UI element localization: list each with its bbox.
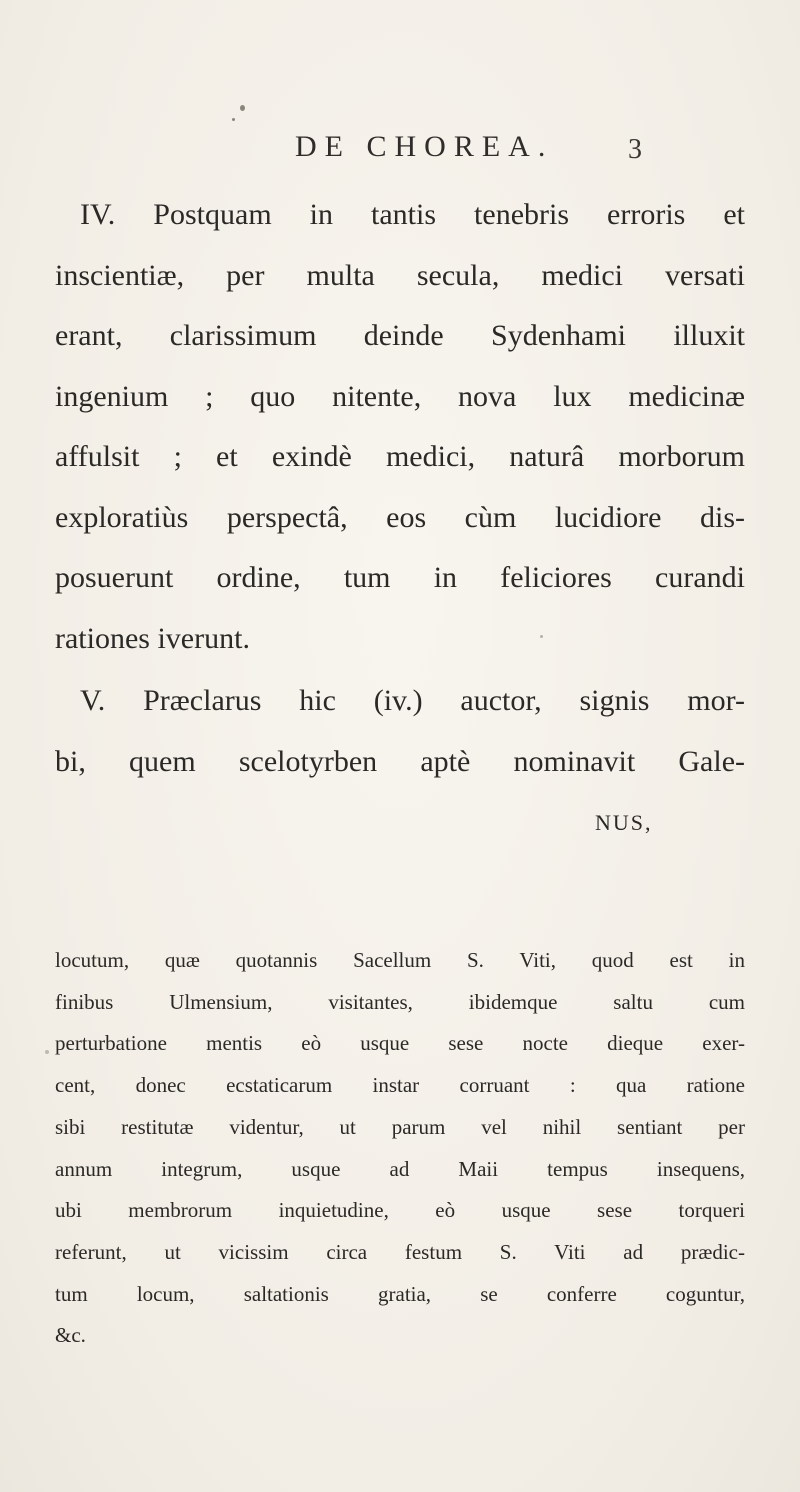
footnote-line: tum locum, saltationis gratia, se conferre coguntur,	[55, 1281, 745, 1306]
footnote	[55, 940, 745, 1357]
text-line: bi, quem scelotyrben aptè nominavit Gale-	[55, 744, 745, 778]
text-line: exploratiùs perspectâ, eos cùm lucidiore dis-	[55, 500, 745, 534]
catchword: NUS,	[595, 810, 653, 835]
text-line: IV. Postquam in tantis tenebris erroris et	[80, 198, 745, 231]
paper-speck	[240, 105, 245, 111]
footnote-line: finibus Ulmensium, visitantes, ibidemque saltu cum	[55, 989, 745, 1014]
running-head-title: DE CHOREA.	[295, 130, 554, 163]
text-line: posuerunt ordine, tum in feliciores curandi	[55, 561, 745, 594]
text-line: erant, clarissimum deinde Sydenhami illuxit	[55, 319, 745, 352]
text-line: inscientiæ, per multa secula, medici versati	[55, 258, 745, 292]
footnote-line: cent, donec ecstaticarum instar corruant : qua ratione	[55, 1073, 745, 1098]
text-line: V. Præclarus hic (iv.) auctor, signis mor-	[80, 684, 745, 717]
text-line: rationes iverunt.	[55, 621, 250, 655]
text-line: affulsit ; et exindè medici, naturâ morborum	[55, 440, 745, 473]
footnote-line: ubi membrorum inquietudine, eò usque sese torqueri	[55, 1198, 745, 1223]
text-line: ingenium ; quo nitente, nova lux medicinæ	[55, 379, 745, 413]
footnote-line: referunt, ut vicissim circa festum S. Viti ad prædic-	[55, 1239, 745, 1264]
footnote-line: locutum, quæ quotannis Sacellum S. Viti, quod est in	[55, 948, 745, 972]
running-head	[0, 130, 800, 170]
section-iv-paragraph	[55, 185, 745, 669]
page-number: 3	[628, 134, 642, 165]
paper-speck	[45, 1050, 49, 1054]
footnote-line: sibi restitutæ videntur, ut parum vel nihil sentiant per	[55, 1114, 745, 1139]
section-v-paragraph	[55, 671, 745, 792]
paper-speck	[232, 118, 235, 121]
footnote-line: &c.	[55, 1323, 86, 1348]
footnote-line: annum integrum, usque ad Maii tempus insequens,	[55, 1156, 745, 1181]
footnote-line: perturbatione mentis eò usque sese nocte dieque exer-	[55, 1031, 745, 1056]
